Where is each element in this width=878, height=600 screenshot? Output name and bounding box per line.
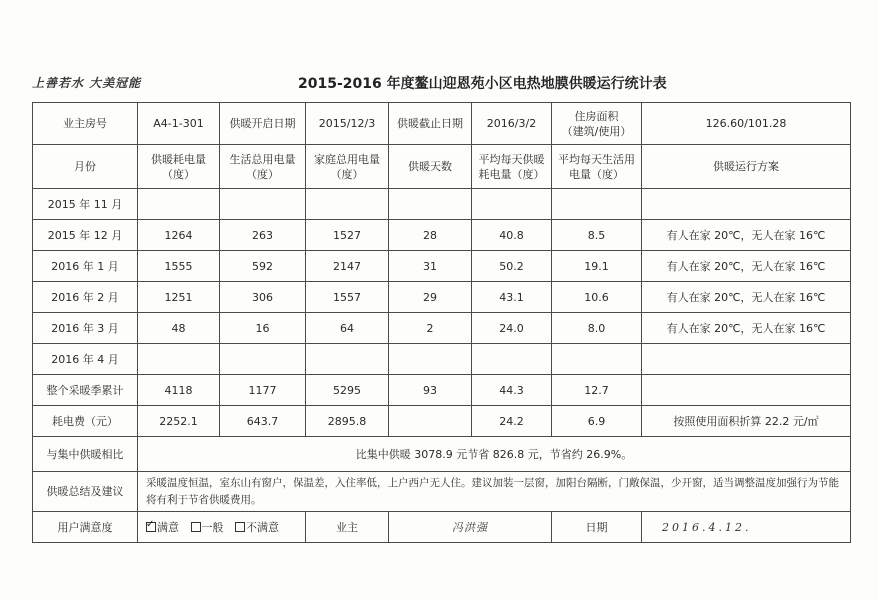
table-row bbox=[33, 251, 851, 282]
header-cell: 平均每天供暖 耗电量（度） bbox=[472, 145, 552, 189]
table-row bbox=[33, 313, 851, 344]
summary-row bbox=[33, 472, 851, 512]
table-cell: 64 bbox=[306, 313, 389, 344]
signed-date: 2016.4.12. bbox=[642, 512, 851, 543]
header-cell: 月份 bbox=[33, 145, 138, 189]
month-cell: 2015 年 11 月 bbox=[33, 189, 138, 220]
plan-cell bbox=[642, 189, 851, 220]
table-cell: 40.8 bbox=[472, 220, 552, 251]
table-cell: 1251 bbox=[138, 282, 220, 313]
checkbox-icon bbox=[191, 522, 201, 532]
statistics-table bbox=[32, 102, 851, 543]
table-cell: 19.1 bbox=[552, 251, 642, 282]
table-cell: 263 bbox=[220, 220, 306, 251]
header-cell: 供暖天数 bbox=[389, 145, 472, 189]
total-label: 整个采暖季累计 bbox=[33, 375, 138, 406]
table-cell bbox=[220, 189, 306, 220]
option-satisfied[interactable] bbox=[146, 521, 179, 534]
table-cell: 1177 bbox=[220, 375, 306, 406]
owner-label: 业主房号 bbox=[33, 103, 138, 145]
table-cell bbox=[306, 189, 389, 220]
comparison-label: 与集中供暖相比 bbox=[33, 437, 138, 472]
table-row bbox=[33, 282, 851, 313]
plan-cell: 有人在家 20℃，无人在家 16℃ bbox=[642, 282, 851, 313]
table-cell: 592 bbox=[220, 251, 306, 282]
table-cell: 29 bbox=[389, 282, 472, 313]
table-cell: 16 bbox=[220, 313, 306, 344]
comparison-row bbox=[33, 437, 851, 472]
table-cell bbox=[552, 189, 642, 220]
table-cell: 2895.8 bbox=[306, 406, 389, 437]
header-cell: 家庭总用电量 （度） bbox=[306, 145, 389, 189]
table-cell bbox=[306, 344, 389, 375]
satisfaction-label: 用户满意度 bbox=[33, 512, 138, 543]
table-cell: 1557 bbox=[306, 282, 389, 313]
table-cell: 48 bbox=[138, 313, 220, 344]
table-cell: 1555 bbox=[138, 251, 220, 282]
month-cell: 2016 年 4 月 bbox=[33, 344, 138, 375]
table-cell bbox=[138, 344, 220, 375]
table-cell: 93 bbox=[389, 375, 472, 406]
table-cell: 31 bbox=[389, 251, 472, 282]
table-cell bbox=[389, 189, 472, 220]
summary-label: 供暖总结及建议 bbox=[33, 472, 138, 512]
table-cell: 10.6 bbox=[552, 282, 642, 313]
table-row bbox=[33, 189, 851, 220]
header-cell: 供暖运行方案 bbox=[642, 145, 851, 189]
table-cell: 2252.1 bbox=[138, 406, 220, 437]
table-cell: 43.1 bbox=[472, 282, 552, 313]
checkbox-checked-icon bbox=[146, 522, 156, 532]
table-cell bbox=[552, 344, 642, 375]
header-cell: 生活总用电量 （度） bbox=[220, 145, 306, 189]
table-cell: 8.0 bbox=[552, 313, 642, 344]
table-cell: 643.7 bbox=[220, 406, 306, 437]
month-cell: 2016 年 1 月 bbox=[33, 251, 138, 282]
option-label: 一般 bbox=[201, 520, 224, 534]
satisfaction-row bbox=[33, 512, 851, 543]
cost-label: 耗电费（元） bbox=[33, 406, 138, 437]
month-cell: 2016 年 2 月 bbox=[33, 282, 138, 313]
start-date-value: 2015/12/3 bbox=[306, 103, 389, 145]
table-cell: 2147 bbox=[306, 251, 389, 282]
option-unsatisfied[interactable] bbox=[235, 521, 279, 534]
table-row bbox=[33, 344, 851, 375]
table-cell: 4118 bbox=[138, 375, 220, 406]
motto: 上善若水 大美冠能 bbox=[32, 76, 142, 90]
area-label: 住房面积 （建筑/使用） bbox=[552, 103, 642, 145]
end-date-value: 2016/3/2 bbox=[472, 103, 552, 145]
option-average[interactable] bbox=[191, 521, 224, 534]
table-cell bbox=[220, 344, 306, 375]
table-cell: 24.0 bbox=[472, 313, 552, 344]
summary-text: 采暖温度恒温，室东山有窗户，保温差，入住率低，上户西户无人住。建议加装一层窗，加阳台隔断，门敞保温，少开窗，适当调整温度加强行为节能将有利于节省供暖费用。 bbox=[138, 472, 851, 512]
header-cell: 供暖耗电量 （度） bbox=[138, 145, 220, 189]
table-cell: 12.7 bbox=[552, 375, 642, 406]
total-row bbox=[33, 375, 851, 406]
header-row bbox=[33, 145, 851, 189]
checkbox-icon bbox=[235, 522, 245, 532]
info-row bbox=[33, 103, 851, 145]
table-cell bbox=[389, 344, 472, 375]
month-cell: 2015 年 12 月 bbox=[33, 220, 138, 251]
plan-cell bbox=[642, 344, 851, 375]
table-cell: 1264 bbox=[138, 220, 220, 251]
table-cell: 2 bbox=[389, 313, 472, 344]
table-row bbox=[33, 220, 851, 251]
table-cell bbox=[138, 189, 220, 220]
plan-cell: 有人在家 20℃，无人在家 16℃ bbox=[642, 313, 851, 344]
table-cell bbox=[472, 344, 552, 375]
end-date-label: 供暖截止日期 bbox=[389, 103, 472, 145]
table-cell: 1527 bbox=[306, 220, 389, 251]
option-label: 不满意 bbox=[246, 520, 279, 534]
plan-cell: 按照使用面积折算 22.2 元/㎡ bbox=[642, 406, 851, 437]
table-cell: 28 bbox=[389, 220, 472, 251]
month-cell: 2016 年 3 月 bbox=[33, 313, 138, 344]
table-cell bbox=[472, 189, 552, 220]
owner-value: A4-1-301 bbox=[138, 103, 220, 145]
table-cell: 8.5 bbox=[552, 220, 642, 251]
table-cell: 5295 bbox=[306, 375, 389, 406]
plan-cell: 有人在家 20℃，无人在家 16℃ bbox=[642, 220, 851, 251]
date-label: 日期 bbox=[552, 512, 642, 543]
plan-cell: 有人在家 20℃，无人在家 16℃ bbox=[642, 251, 851, 282]
area-value: 126.60/101.28 bbox=[642, 103, 851, 145]
table-cell: 24.2 bbox=[472, 406, 552, 437]
page-title: 2015-2016 年度鳌山迎恩苑小区电热地膜供暖运行统计表 bbox=[298, 76, 667, 92]
plan-cell bbox=[642, 375, 851, 406]
table-cell: 306 bbox=[220, 282, 306, 313]
table-cell: 50.2 bbox=[472, 251, 552, 282]
table-cell bbox=[389, 406, 472, 437]
header-cell: 平均每天生活用 电量（度） bbox=[552, 145, 642, 189]
cost-row bbox=[33, 406, 851, 437]
table-cell: 44.3 bbox=[472, 375, 552, 406]
satisfaction-options bbox=[138, 512, 306, 543]
comparison-text: 比集中供暖 3078.9 元节省 826.8 元，节省约 26.9%。 bbox=[138, 437, 851, 472]
signature-label: 业主 bbox=[306, 512, 389, 543]
owner-signature: 冯洪强 bbox=[389, 512, 552, 543]
table-cell: 6.9 bbox=[552, 406, 642, 437]
start-date-label: 供暖开启日期 bbox=[220, 103, 306, 145]
option-label: 满意 bbox=[157, 520, 179, 534]
